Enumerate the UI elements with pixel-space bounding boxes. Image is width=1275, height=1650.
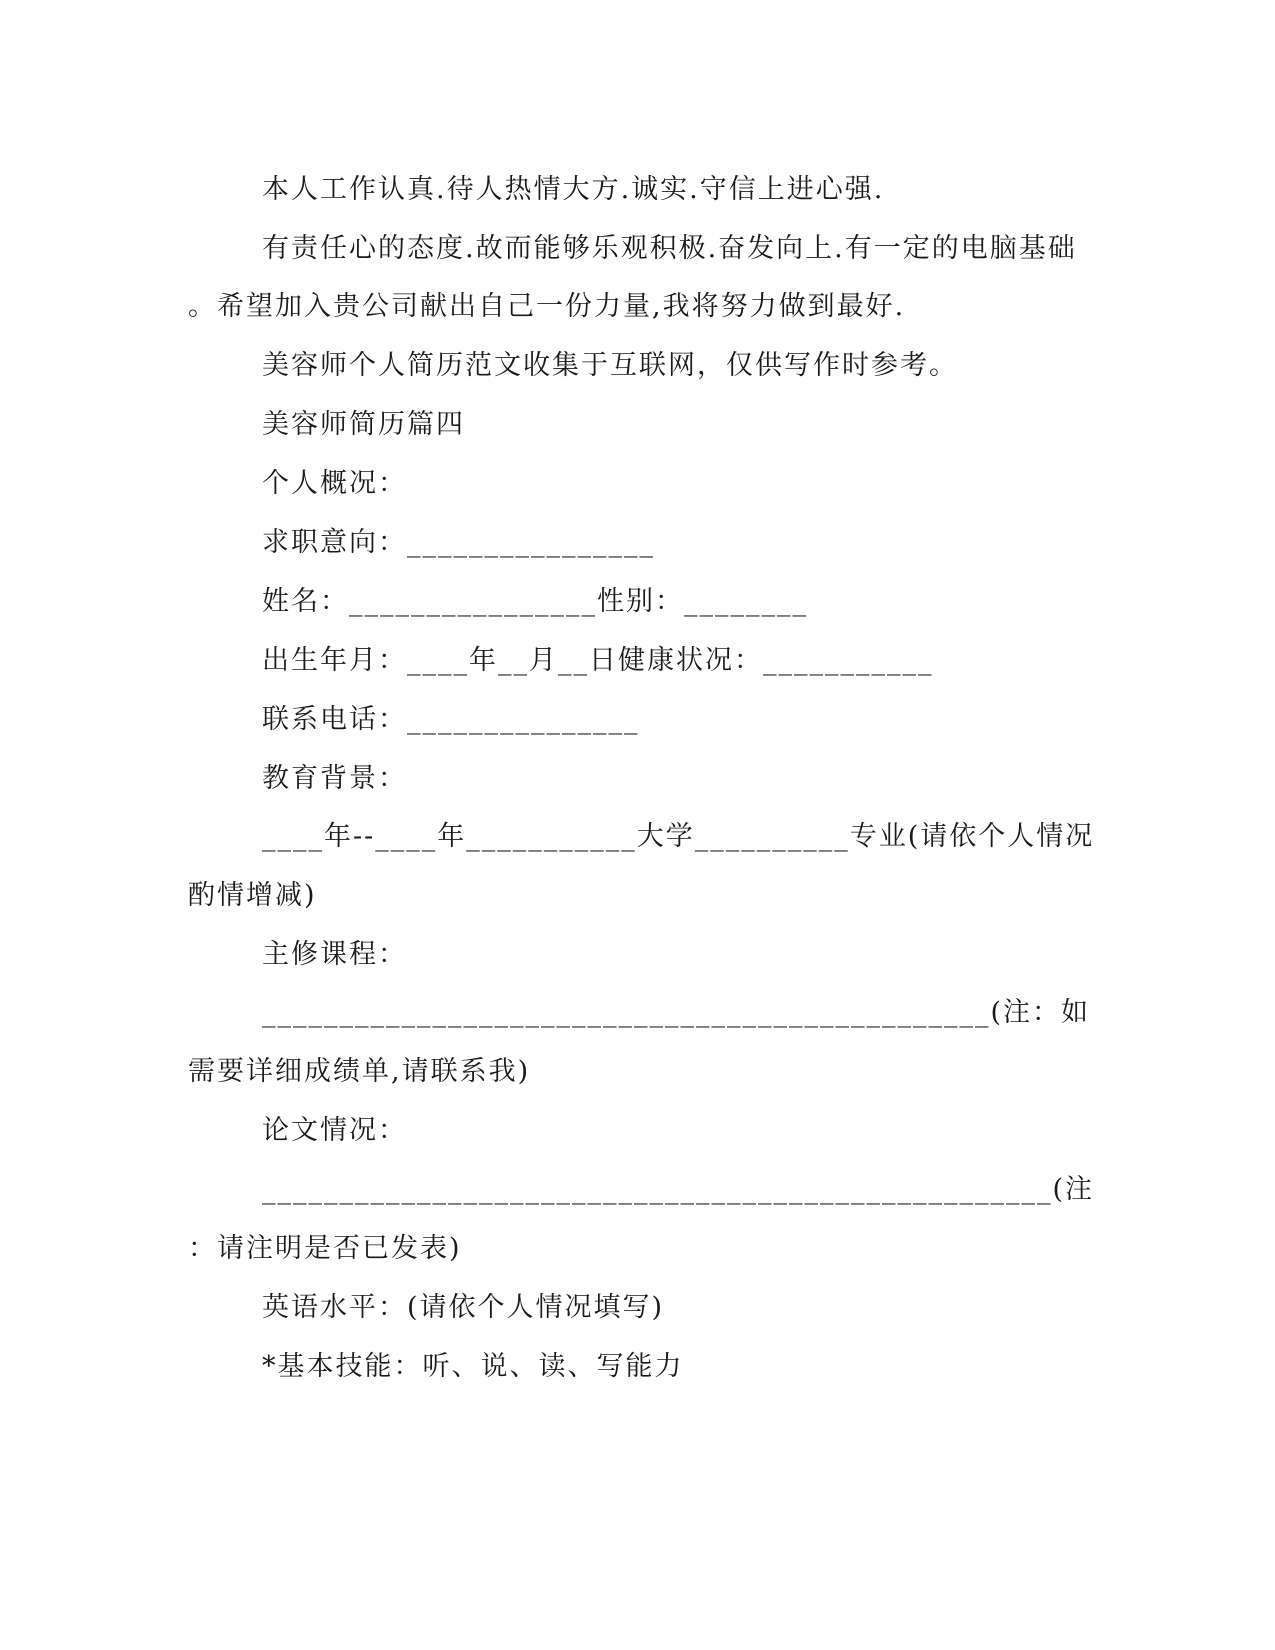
- field-education-line: ____年--____年___________大学__________专业(请依个人情况: [262, 821, 1095, 852]
- heading-courses: 主修课程：: [262, 939, 407, 970]
- field-phone: 联系电话：_______________: [262, 704, 640, 735]
- heading-english: 英语水平：(请依个人情况填写): [262, 1292, 665, 1323]
- heading-personal-overview: 个人概况：: [262, 468, 407, 499]
- field-thesis-line: ___________________________________________________(注: [262, 1174, 1095, 1205]
- field-thesis-note: ：请注明是否已发表): [188, 1233, 462, 1264]
- text-line-3: 。希望加入贵公司献出自己一份力量,我将努力做到最好.: [188, 291, 906, 322]
- field-name-gender: 姓名：________________性别：________: [262, 586, 808, 617]
- section-title: 美容师简历篇四: [262, 409, 465, 440]
- field-courses-line: _______________________________________________(注：如: [262, 997, 1091, 1028]
- field-job-intention: 求职意向：________________: [262, 527, 655, 558]
- field-basic-skills: *基本技能：听、说、读、写能力: [262, 1351, 684, 1382]
- field-birth-health: 出生年月：____年__月__日健康状况：___________: [262, 645, 934, 676]
- text-line-4: 美容师个人简历范文收集于互联网，仅供写作时参考。: [262, 350, 958, 381]
- heading-thesis: 论文情况：: [262, 1115, 407, 1146]
- text-line-2: 有责任心的态度.故而能够乐观积极.奋发向上.有一定的电脑基础: [262, 233, 1077, 264]
- field-education-note: 酌情增减): [188, 880, 317, 911]
- text-line-1: 本人工作认真.待人热情大方.诚实.守信上进心强.: [262, 174, 885, 205]
- field-courses-note: 需要详细成绩单,请联系我): [188, 1056, 531, 1087]
- heading-education: 教育背景：: [262, 763, 407, 794]
